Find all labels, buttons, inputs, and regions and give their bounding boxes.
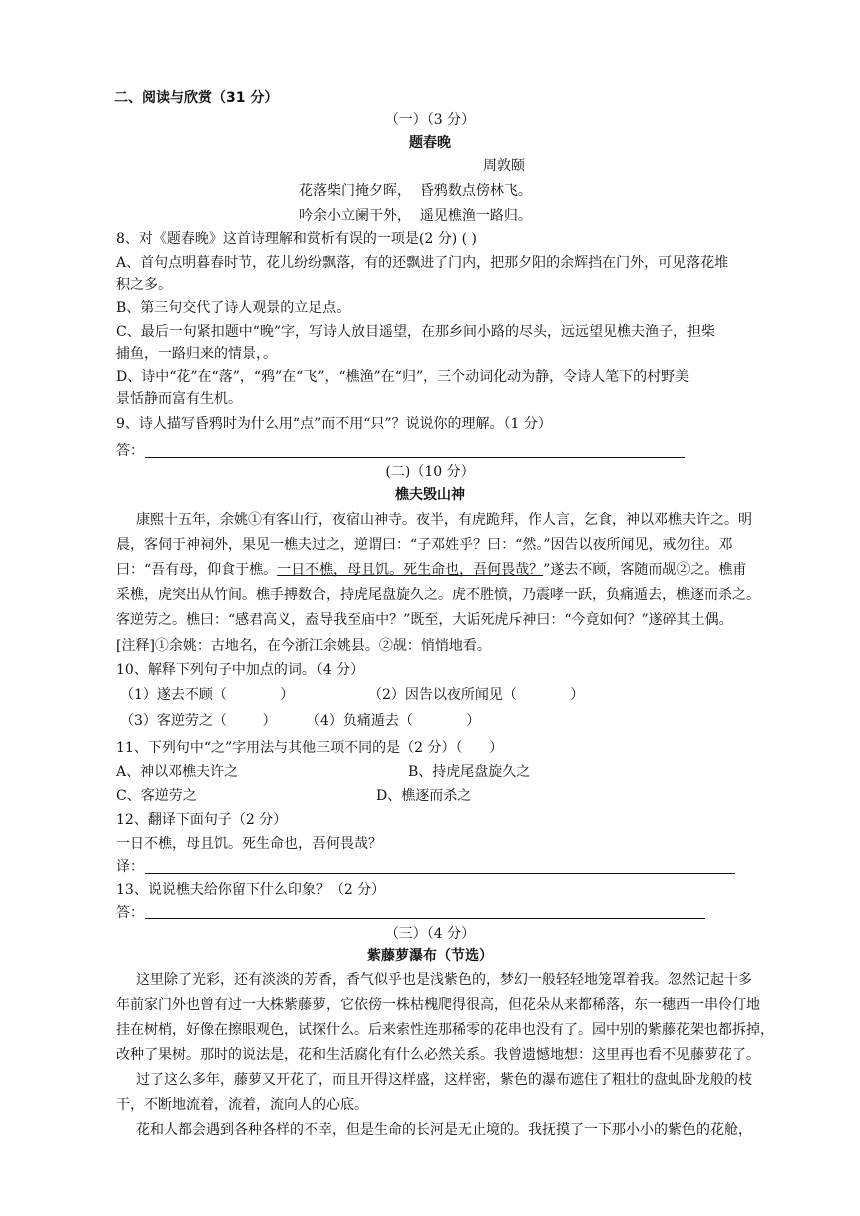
passage3-line-2: 年前家门外也曾有过一大株紫藤萝，它依傍一株枯槐爬得很高，但花朵从来都稀落，东一穗西一串伶仃地 (116, 997, 760, 1013)
q8-option-a-2: 积之多。 (116, 277, 172, 293)
part3-title: 紫藤萝瀑布（节选） (367, 948, 493, 964)
q12-sentence: 一日不樵，母且饥。死生命也，吾何畏哉？ (116, 836, 382, 852)
poem-line-2: 吟余小立阑干外， 遥见樵渔一路归。 (299, 208, 532, 224)
q12-stem: 12、翻译下面句子（2 分） (116, 812, 288, 828)
q13-answer-line[interactable] (145, 918, 705, 919)
q11-option-a: A、神以邓樵夫许之 (116, 764, 239, 780)
q8-option-d-1: D、诗中“花”在“落”，“鸦”在“飞”，“樵渔”在“归”，三个动词化动为静，令诗人笔下的村野美 (116, 369, 690, 385)
passage2-line-3a: 曰：“吾有母，仰食于樵。 (116, 562, 278, 578)
poem-author: 周敦颐 (483, 158, 525, 174)
passage2-line-2: 晨，客伺于神祠外，果见一樵夫过之，逆谓曰：“子邓姓乎？曰：“然。”因告以夜所闻见，戒勿往。邓 (116, 537, 733, 553)
passage3-line-6: 干，不断地流着，流着，流向人的心底。 (116, 1097, 368, 1113)
q8-stem: 8、对《题春晚》这首诗理解和赏析有误的一项是(2 分) ( ) (116, 231, 478, 247)
part1-heading: （一）（3 分） (384, 112, 476, 128)
q8-option-b: B、第三句交代了诗人观景的立足点。 (116, 300, 351, 316)
q11-option-d: D、樵逐而杀之 (376, 788, 472, 804)
part3-heading: （三）（4 分） (384, 926, 476, 942)
passage2-underlined-sentence: 一日不樵，母且饥。死生命也，吾何畏哉？ (277, 562, 544, 578)
q11-option-c: C、客逆劳之 (116, 788, 197, 804)
q8-option-d-2: 景恬静而富有生机。 (116, 391, 242, 407)
passage2-line-5: 客逆劳之。樵曰：“感君高义，盍导我至庙中？”既至，大诟死虎斥神曰：“今竟如何？”遂碎其土偶。 (116, 612, 733, 628)
part2-title: 樵夫毁山神 (395, 487, 465, 503)
passage2-line-1: 康熙十五年，余姚①有客山行，夜宿山神寺。夜半，有虎跪拜，作人言，乞食，神以邓樵夫许之。明 (136, 512, 752, 528)
passage2-line-3 (116, 560, 746, 580)
passage2-line-4: 采樵，虎突出从竹间。樵手搏数合，持虎尾盘旋久之。虎不胜愤，乃震哮一跃，负痛遁去，樵逐而杀之。 (116, 587, 760, 603)
section-title: 二、阅读与欣赏（31 分） (114, 90, 279, 106)
part2-heading: (二)（10 分） (385, 464, 475, 480)
passage3-line-7: 花和人都会遇到各种各样的不幸，但是生命的长河是无止境的。我抚摸了一下那小小的紫色的花舱， (136, 1122, 752, 1138)
passage3-line-5: 过了这么多年，藤萝又开花了，而且开得这样盛，这样密，紫色的瀑布遮住了粗壮的盘虬卧龙般的枝 (136, 1072, 752, 1088)
q10-item-3: （3）客逆劳之（ ） (120, 713, 277, 729)
q11-stem: 11、下列句中“之”字用法与其他三项不同的是（2 分）（ ） (116, 740, 504, 756)
passage3-line-1: 这里除了光彩，还有淡淡的芳香，香气似乎也是浅紫色的，梦幻一般轻轻地笼罩着我。忽然记起十多 (136, 972, 752, 988)
poem-line-1: 花落柴门掩夕晖， 昏鸦数点傍林飞。 (299, 183, 532, 199)
q8-option-c-1: C、最后一句紧扣题中“晚”字，写诗人放目遥望，在那乡间小路的尽头，远远望见樵夫渔子，担柴 (116, 324, 716, 340)
q9-answer-label: 答： (116, 443, 144, 459)
passage2-line-3c: ”遂去不顾，客随而觇②之。樵甫 (543, 562, 747, 578)
passage2-note: [注释]①余姚：古地名，在今浙江余姚县。②觇：悄悄地看。 (116, 638, 491, 654)
q8-option-a-1: A、首句点明暮春时节，花儿纷纷飘落，有的还飘进了门内，把那夕阳的余辉挡在门外，可见落花堆 (116, 255, 729, 271)
q9-stem: 9、诗人描写昏鸦时为什么用“点”而不用“只”？说说你的理解。（1 分） (116, 416, 552, 432)
q10-stem: 10、解释下列句子中加点的词。（4 分） (116, 662, 365, 678)
q10-item-4: （4）负痛遁去（ ） (306, 713, 481, 729)
passage3-line-4: 改种了果树。那时的说法是，花和生活腐化有什么必然关系。我曾遗憾地想：这里再也看不见藤萝花了。 (116, 1047, 760, 1063)
q10-item-1: （1）遂去不顾（ ） (120, 687, 295, 703)
q12-answer-label: 译： (116, 859, 144, 875)
q10-item-2: （2）因告以夜所闻见（ ） (368, 687, 585, 703)
passage3-line-3: 挂在树梢，好像在擦眼观色，试探什么。后来索性连那稀零的花串也没有了。园中别的紫藤花架也都拆掉， (116, 1022, 774, 1038)
q11-option-b: B、持虎尾盘旋久之 (408, 764, 531, 780)
poem-title: 题春晚 (409, 135, 451, 151)
q8-option-c-2: 捕鱼，一路归来的情景，。 (116, 346, 277, 362)
q12-answer-line[interactable] (145, 873, 735, 874)
q13-answer-label: 答： (116, 905, 144, 921)
q13-stem: 13、说说樵夫给你留下什么印象？（2 分） (116, 882, 386, 898)
q9-answer-line[interactable] (145, 457, 685, 458)
